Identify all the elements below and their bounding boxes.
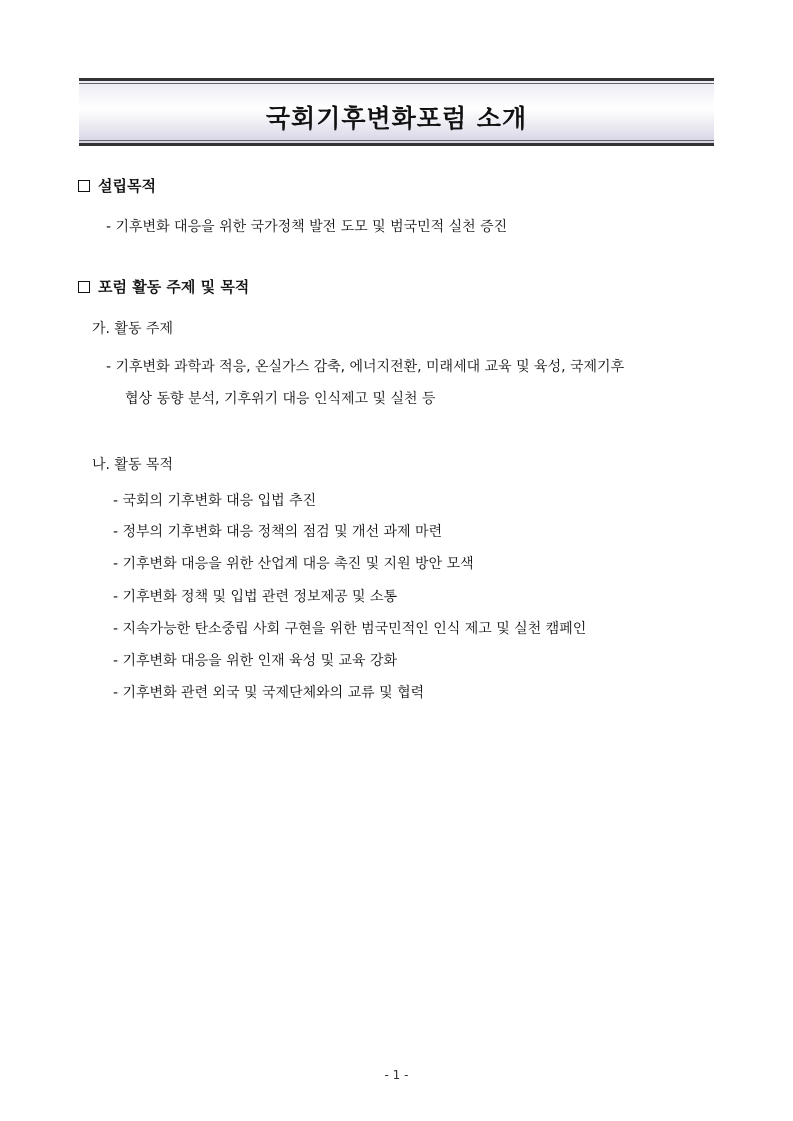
page-number: - 1 - [384,1068,409,1082]
section-heading-activities [78,276,249,297]
goal-item: - 기후변화 정책 및 입법 관련 정보제공 및 소통 [113,589,398,605]
topics-item: - 기후변화 과학과 적응, 온실가스 감축, 에너지전환, 미래세대 교육 및 육성, 국제기후 [106,359,625,375]
subheading-topics: 가. 활동 주제 [92,321,173,337]
page-title: 국회기후변화포럼 소개 [265,104,528,133]
goal-item: - 정부의 기후변화 대응 정책의 점검 및 개선 과제 마련 [113,524,443,540]
title-banner [79,78,714,146]
goal-item: - 기후변화 대응을 위한 인재 육성 및 교육 강화 [113,653,398,669]
subheading-goals: 나. 활동 목적 [92,457,173,473]
goal-item: - 지속가능한 탄소중립 사회 구현을 위한 범국민적인 인식 제고 및 실천 캠페인 [113,621,587,637]
checkbox-icon [78,180,90,192]
section-heading-label: 포럼 활동 주제 및 목적 [98,278,250,296]
section-heading-purpose [78,175,156,196]
goal-item: - 기후변화 관련 외국 및 국제단체와의 교류 및 협력 [113,685,425,701]
goal-item: - 국회의 기후변화 대응 입법 추진 [113,493,317,509]
checkbox-icon [78,281,90,293]
purpose-item: - 기후변화 대응을 위한 국가정책 발전 도모 및 범국민적 실천 증진 [106,219,508,235]
goal-item: - 기후변화 대응을 위한 산업계 대응 촉진 및 지원 방안 모색 [113,556,474,572]
topics-item-continuation: 협상 동향 분석, 기후위기 대응 인식제고 및 실천 등 [125,391,436,407]
section-heading-label: 설립목적 [98,177,156,195]
